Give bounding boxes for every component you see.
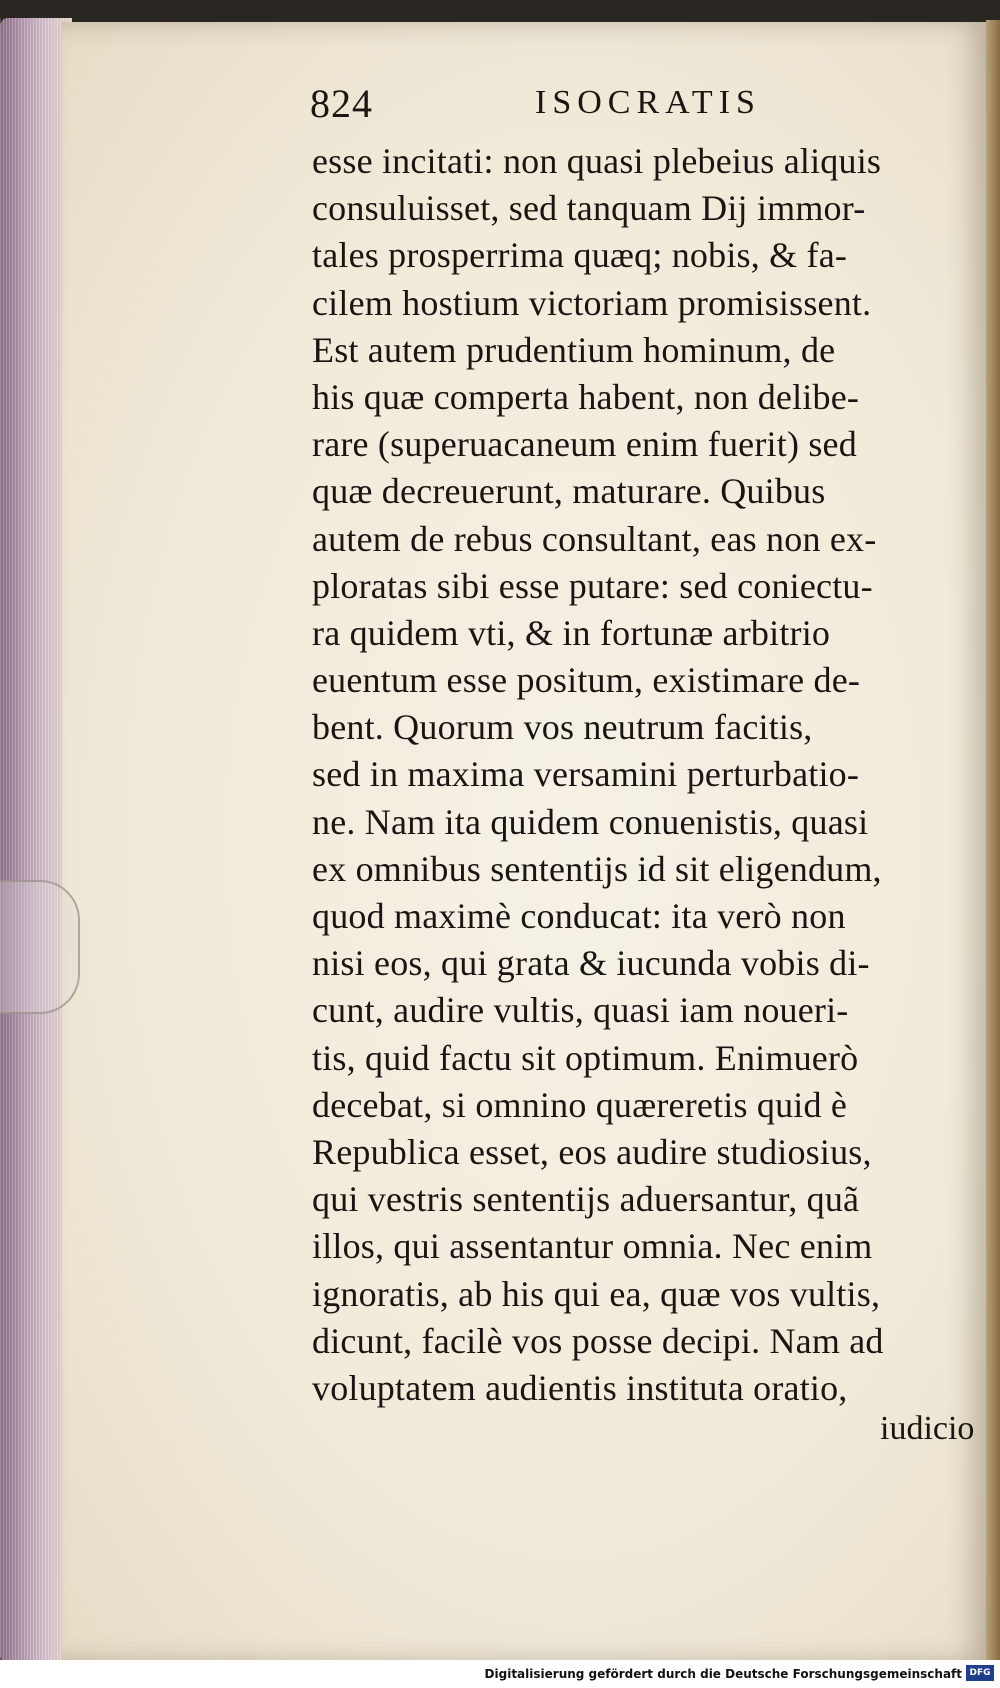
text-line: quod maximè conducat: ita verò non [312, 896, 846, 936]
dfg-logo: DFG [966, 1665, 994, 1681]
text-line: sed in maxima versamini perturbatio- [312, 754, 860, 795]
text-line: decebat, si omnino quæreretis quid è [312, 1084, 848, 1125]
text-line: rare (superuacaneum enim fuerit) sed [312, 424, 857, 465]
text-line: ploratas sibi esse putare: sed coniectu- [312, 565, 873, 606]
text-line: cunt, audire vultis, quasi iam noueri- [312, 990, 849, 1031]
footer-credit: Digitalisierung gefördert durch die Deutsche Forschungsgemeinschaft [484, 1667, 962, 1681]
text-line: Republica esset, eos audire studiosius, [312, 1131, 872, 1172]
text-line: tis, quid factu sit optimum. Enimuerò [312, 1037, 859, 1078]
text-line: his quæ comperta habent, non delibe- [312, 376, 860, 417]
text-line: quæ decreuerunt, maturare. Quibus [312, 471, 826, 512]
text-line: voluptatem audientis instituta oratio, [312, 1367, 848, 1408]
text-line: tales prosperrima quæq; nobis, & fa- [312, 235, 848, 276]
book-gutter-edge [986, 20, 1000, 1670]
page-clip [0, 880, 80, 1014]
text-line: esse incitati: non quasi plebeius aliquis [312, 141, 882, 181]
text-line: bent. Quorum vos neutrum facitis, [312, 707, 813, 748]
text-line: ignoratis, ab his qui ea, quæ vos vultis, [312, 1273, 881, 1314]
text-line: ex omnibus sententijs id sit eligendum, [312, 848, 882, 889]
digitization-footer [0, 1660, 1000, 1688]
body-text [312, 138, 982, 1412]
text-line: euentum esse positum, existimare de- [312, 660, 861, 701]
page-header [310, 80, 830, 130]
text-line: dicunt, facilè vos posse decipi. Nam ad [312, 1320, 884, 1361]
text-line: qui vestris sententijs aduersantur, quã [312, 1179, 860, 1220]
text-line: cilem hostium victoriam promisissent. [312, 282, 872, 323]
text-line: autem de rebus consultant, eas non ex- [312, 518, 877, 559]
text-line: ne. Nam ita quidem conuenistis, quasi [312, 801, 869, 842]
catchword: iudicio [880, 1410, 975, 1447]
text-line: illos, qui assentantur omnia. Nec enim [312, 1226, 873, 1267]
text-line: nisi eos, qui grata & iucunda vobis di- [312, 943, 870, 984]
text-line: ra quidem vti, & in fortunæ arbitrio [312, 612, 831, 653]
page-number: 824 [310, 81, 373, 126]
running-head: ISOCRATIS [535, 84, 761, 121]
text-line: Est autem prudentium hominum, de [312, 329, 836, 370]
text-line: consuluisset, sed tanquam Dij immor- [312, 188, 866, 229]
